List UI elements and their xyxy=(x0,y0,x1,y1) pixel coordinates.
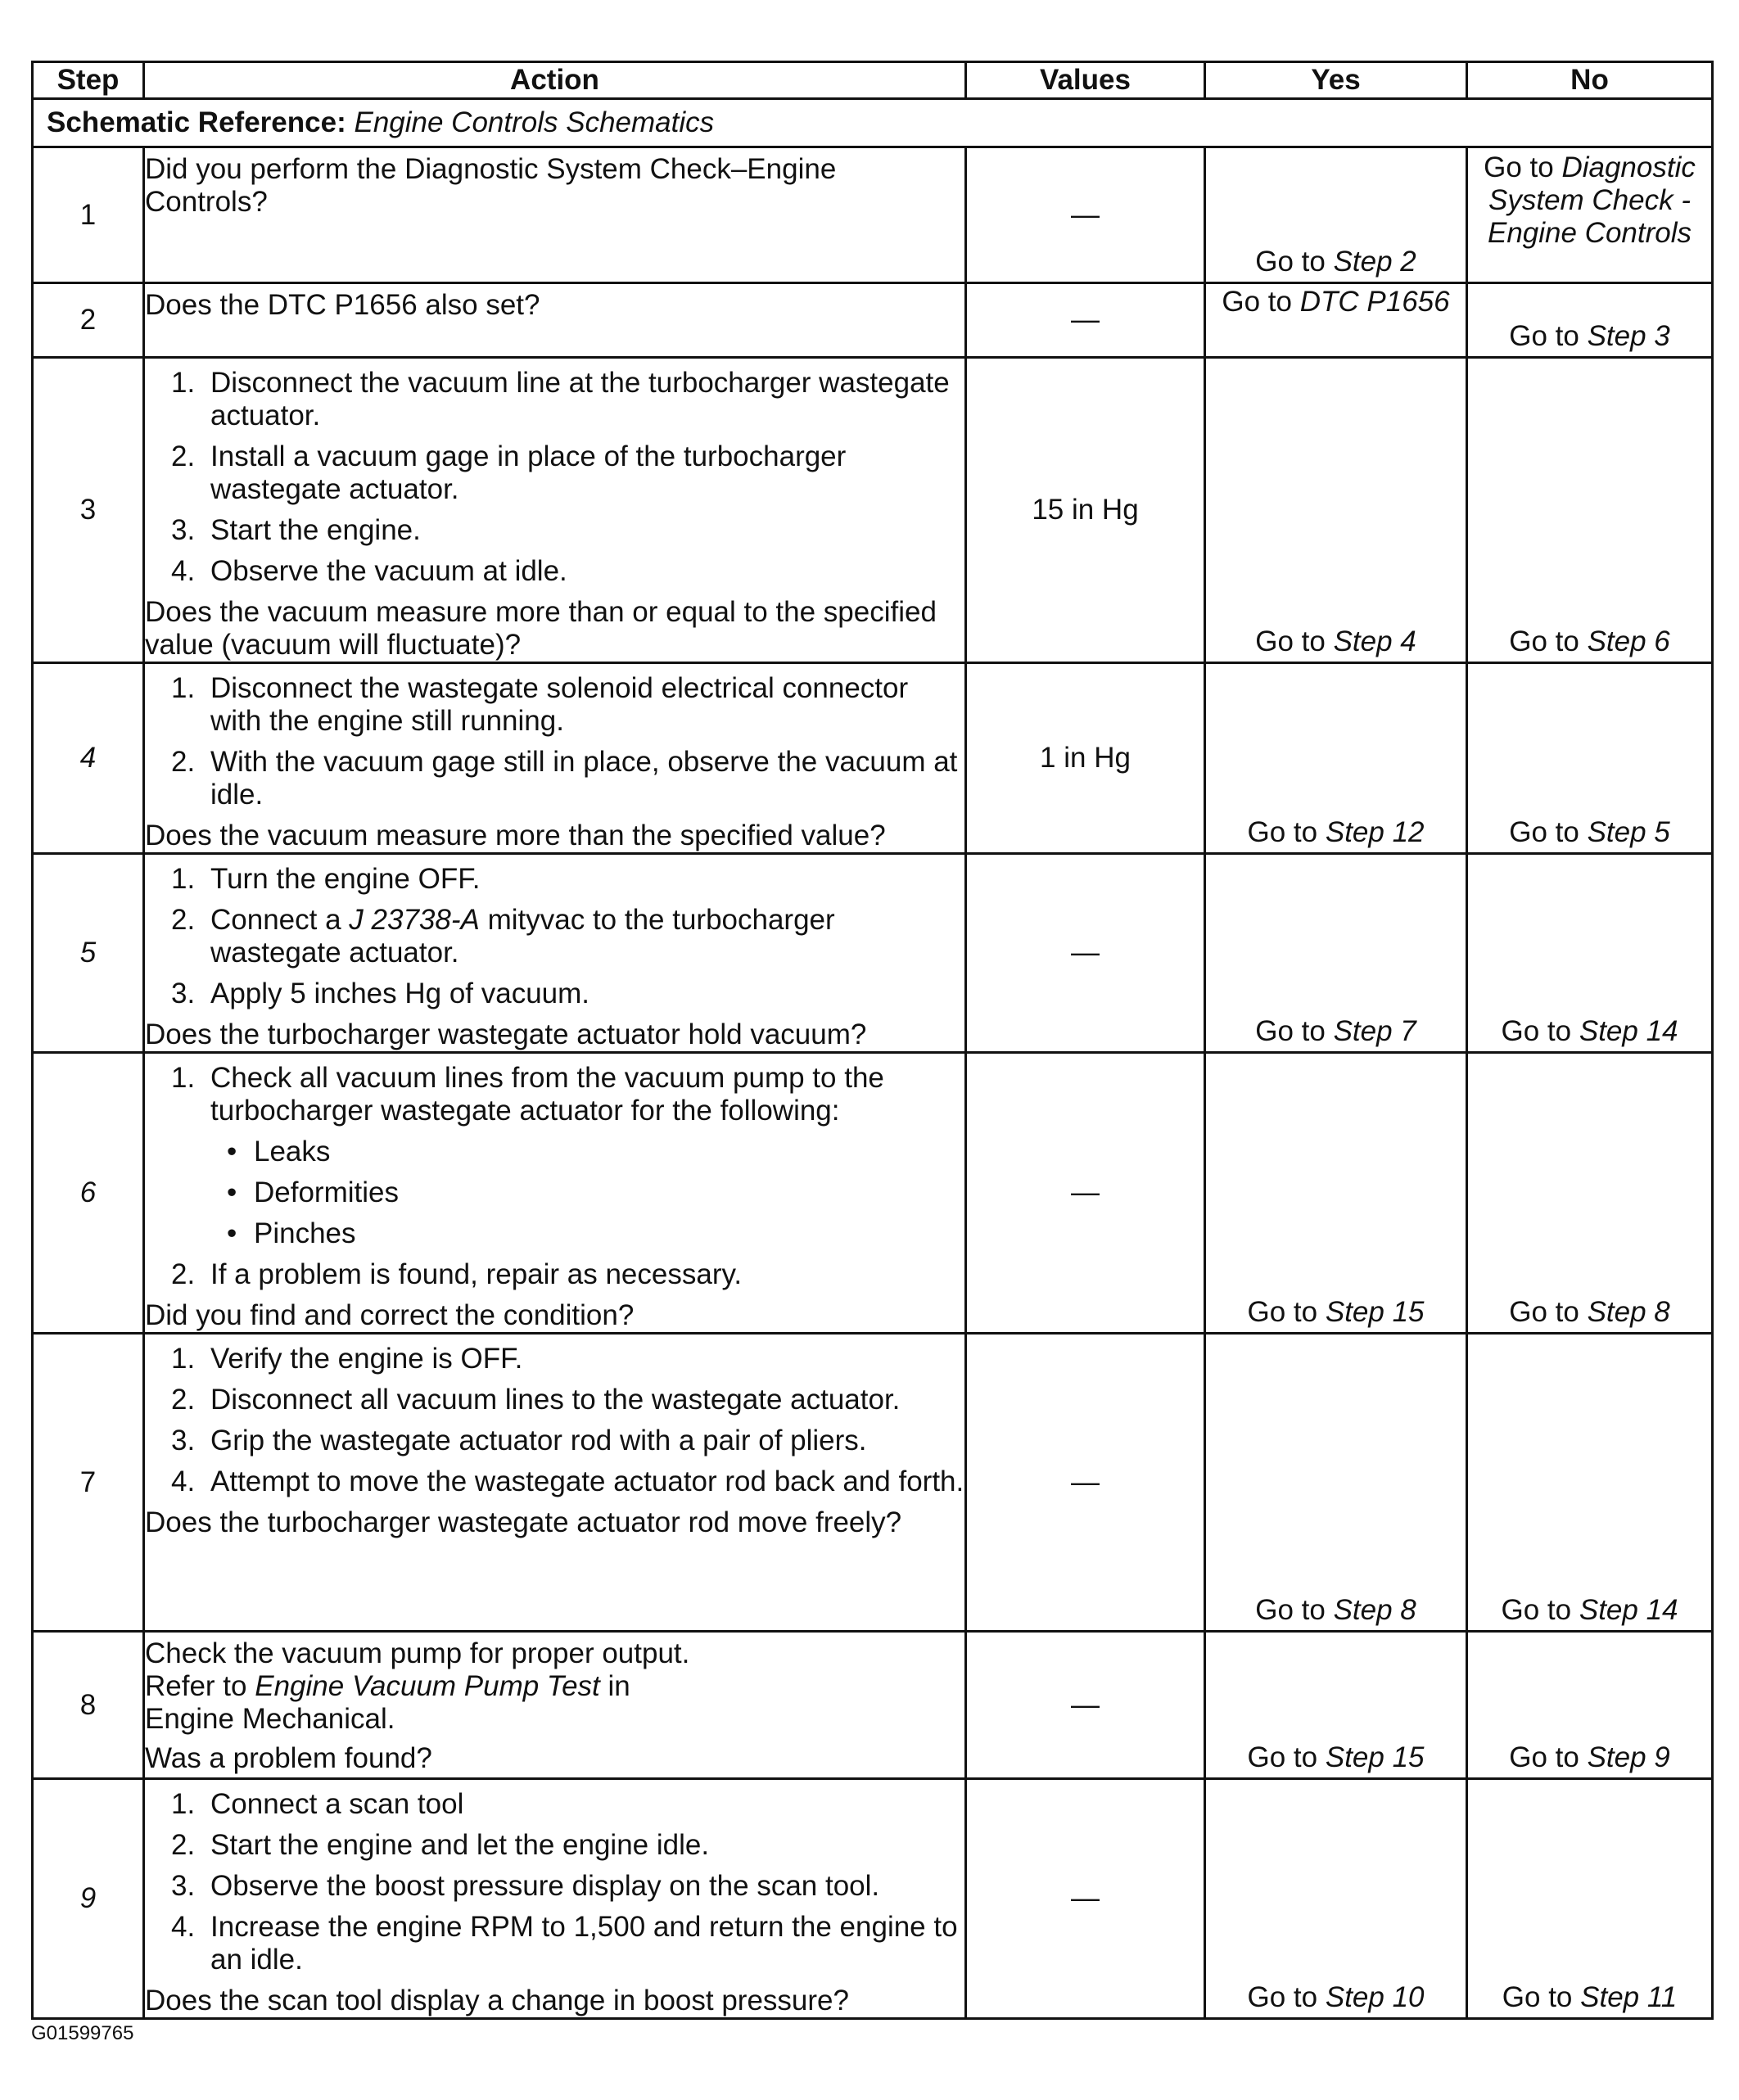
table-row xyxy=(33,1779,1713,2019)
value-cell: 1 in Hg xyxy=(966,663,1205,854)
value-cell: — xyxy=(966,854,1205,1053)
list-item: 4. Observe the vacuum at idle. xyxy=(171,555,567,587)
action-question: Did you find and correct the condition? xyxy=(145,1299,635,1331)
yes-target: Step 8 xyxy=(1333,1594,1416,1626)
action-cell xyxy=(144,147,966,283)
list-item: 3. Apply 5 inches Hg of vacuum. xyxy=(171,978,590,1009)
no-target: Step 8 xyxy=(1587,1296,1670,1328)
go-to-label: Go to xyxy=(1255,246,1326,278)
list-item: 1. Disconnect the vacuum line at the turbocharger wastegate actuator. xyxy=(171,367,950,431)
value-cell: — xyxy=(966,283,1205,358)
action-text: Check the vacuum pump for proper output. Refer to Engine Vacuum Pump Test in Engine Mechanical. xyxy=(145,1637,690,1735)
yes-target: Step 2 xyxy=(1333,246,1416,278)
go-to-label: Go to xyxy=(1484,151,1554,183)
yes-target: Step 15 xyxy=(1325,1296,1425,1328)
table-row xyxy=(33,854,1713,1053)
list-item: 1. Disconnect the wastegate solenoid electrical connector with the engine still running. xyxy=(171,672,909,737)
yes-target: DTC P1656 xyxy=(1299,286,1450,318)
table-row xyxy=(33,1334,1713,1632)
yes-target: Step 4 xyxy=(1333,625,1416,657)
action-cell xyxy=(144,1779,966,2019)
header-action: Action xyxy=(144,62,966,99)
step-number: 7 xyxy=(33,1334,144,1632)
step-number: 3 xyxy=(33,358,144,663)
yes-cell: Go to Step 7 xyxy=(1205,854,1467,1053)
action-question: Does the vacuum measure more than or equal to the specified value (vacuum will fluctuate)? xyxy=(145,596,937,661)
value-cell: — xyxy=(966,147,1205,283)
action-cell xyxy=(144,854,966,1053)
list-item: 2. Disconnect all vacuum lines to the wastegate actuator. xyxy=(171,1384,901,1416)
schematic-row xyxy=(33,99,1713,147)
yes-cell: Go to Step 4 xyxy=(1205,358,1467,663)
tool-ref: J 23738-A xyxy=(349,904,480,936)
table-row xyxy=(33,358,1713,663)
bullet-item: • Leaks xyxy=(227,1136,331,1167)
yes-cell xyxy=(1205,283,1467,358)
no-target: Diagnostic System Check - Engine Controls xyxy=(1487,151,1696,249)
list-item: 2. Install a vacuum gage in place of the turbocharger wastegate actuator. xyxy=(171,440,847,505)
no-cell: Go to Step 8 xyxy=(1467,1053,1713,1334)
list-item: 1. Verify the engine is OFF. xyxy=(171,1343,523,1375)
step-number: 4 xyxy=(33,663,144,854)
list-item: 2. Start the engine and let the engine idle. xyxy=(171,1829,710,1861)
no-cell xyxy=(1467,283,1713,358)
table-row xyxy=(33,1632,1713,1779)
yes-target: Step 15 xyxy=(1325,1741,1425,1773)
header-step: Step xyxy=(33,62,144,99)
no-cell: Go to Step 11 xyxy=(1467,1779,1713,2019)
header-yes: Yes xyxy=(1205,62,1467,99)
action-cell xyxy=(144,283,966,358)
no-cell: Go to Step 6 xyxy=(1467,358,1713,663)
step-number: 9 xyxy=(33,1779,144,2019)
yes-cell: Go to Step 15 xyxy=(1205,1632,1467,1779)
list-item: 4. Increase the engine RPM to 1,500 and return the engine to an idle. xyxy=(171,1911,958,1976)
action-cell xyxy=(144,1053,966,1334)
yes-cell: Go to Step 8 xyxy=(1205,1334,1467,1632)
schematic-reference xyxy=(33,99,1713,147)
yes-target: Step 7 xyxy=(1333,1015,1416,1047)
list-item: 1. Turn the engine OFF. xyxy=(171,863,481,895)
list-item: 1. Connect a scan tool xyxy=(171,1788,464,1820)
step-number: 6 xyxy=(33,1053,144,1334)
action-question: Does the scan tool display a change in boost pressure? xyxy=(145,1985,849,2016)
action-question: Was a problem found? xyxy=(145,1742,432,1774)
no-cell: Go to Step 14 xyxy=(1467,854,1713,1053)
action-question: Does the turbocharger wastegate actuator rod move freely? xyxy=(145,1506,902,1538)
yes-target: Step 12 xyxy=(1325,816,1425,848)
procedure-ref: Engine Vacuum Pump Test xyxy=(255,1670,600,1702)
header-no: No xyxy=(1467,62,1713,99)
action-question: Does the vacuum measure more than the specified value? xyxy=(145,820,886,851)
action-cell xyxy=(144,1334,966,1632)
no-cell: Go to Step 5 xyxy=(1467,663,1713,854)
go-to-label: Go to xyxy=(1509,320,1579,352)
no-target: Step 14 xyxy=(1579,1015,1678,1047)
list-item: 2. Connect a J 23738-A mityvac to the turbocharger wastegate actuator. xyxy=(171,904,835,969)
action-cell xyxy=(144,358,966,663)
list-item: 1. Check all vacuum lines from the vacuum pump to the turbocharger wastegate actuator for the following: xyxy=(171,1062,884,1127)
schematic-label: Schematic Reference: xyxy=(47,106,346,138)
action-cell xyxy=(144,663,966,854)
table-row xyxy=(33,283,1713,358)
bullet-item: • Pinches xyxy=(227,1217,356,1249)
list-item: 3. Start the engine. xyxy=(171,514,421,546)
yes-cell: Go to Step 15 xyxy=(1205,1053,1467,1334)
no-target: Step 3 xyxy=(1587,320,1670,352)
no-target: Step 11 xyxy=(1580,1981,1678,2013)
no-cell xyxy=(1467,147,1713,283)
figure-code: G01599765 xyxy=(31,2022,134,2044)
value-cell: — xyxy=(966,1779,1205,2019)
yes-target: Step 10 xyxy=(1325,1981,1425,2013)
no-cell: Go to Step 14 xyxy=(1467,1334,1713,1632)
no-target: Step 14 xyxy=(1579,1594,1678,1626)
step-number: 1 xyxy=(33,147,144,283)
no-target: Step 9 xyxy=(1587,1741,1670,1773)
value-cell: 15 in Hg xyxy=(966,358,1205,663)
value-cell: — xyxy=(966,1053,1205,1334)
yes-cell: Go to Step 12 xyxy=(1205,663,1467,854)
diagnostic-table xyxy=(31,61,1714,2020)
header-values: Values xyxy=(966,62,1205,99)
no-cell: Go to Step 9 xyxy=(1467,1632,1713,1779)
schematic-link: Engine Controls Schematics xyxy=(354,106,715,138)
list-item: 3. Observe the boost pressure display on the scan tool. xyxy=(171,1870,880,1902)
bullet-item: • Deformities xyxy=(227,1176,399,1208)
step-number: 5 xyxy=(33,854,144,1053)
action-question: Does the DTC P1656 also set? xyxy=(145,289,540,321)
value-cell: — xyxy=(966,1632,1205,1779)
table-row xyxy=(33,147,1713,283)
list-item: 3. Grip the wastegate actuator rod with a pair of pliers. xyxy=(171,1425,867,1456)
value-cell: — xyxy=(966,1334,1205,1632)
action-question: Did you perform the Diagnostic System Check–Engine Controls? xyxy=(145,153,837,218)
action-cell xyxy=(144,1632,966,1779)
list-item: 2. If a problem is found, repair as necessary. xyxy=(171,1258,743,1290)
list-item: 4. Attempt to move the wastegate actuator rod back and forth. xyxy=(171,1465,964,1497)
go-to-label: Go to xyxy=(1222,286,1292,318)
yes-cell: Go to Step 10 xyxy=(1205,1779,1467,2019)
action-question: Does the turbocharger wastegate actuator hold vacuum? xyxy=(145,1018,867,1050)
table-row xyxy=(33,1053,1713,1334)
table-row xyxy=(33,663,1713,854)
no-target: Step 6 xyxy=(1587,625,1670,657)
step-number: 8 xyxy=(33,1632,144,1779)
list-item: 2. With the vacuum gage still in place, observe the vacuum at idle. xyxy=(171,746,958,811)
header-row xyxy=(33,62,1713,99)
step-number: 2 xyxy=(33,283,144,358)
yes-cell xyxy=(1205,147,1467,283)
no-target: Step 5 xyxy=(1587,816,1670,848)
